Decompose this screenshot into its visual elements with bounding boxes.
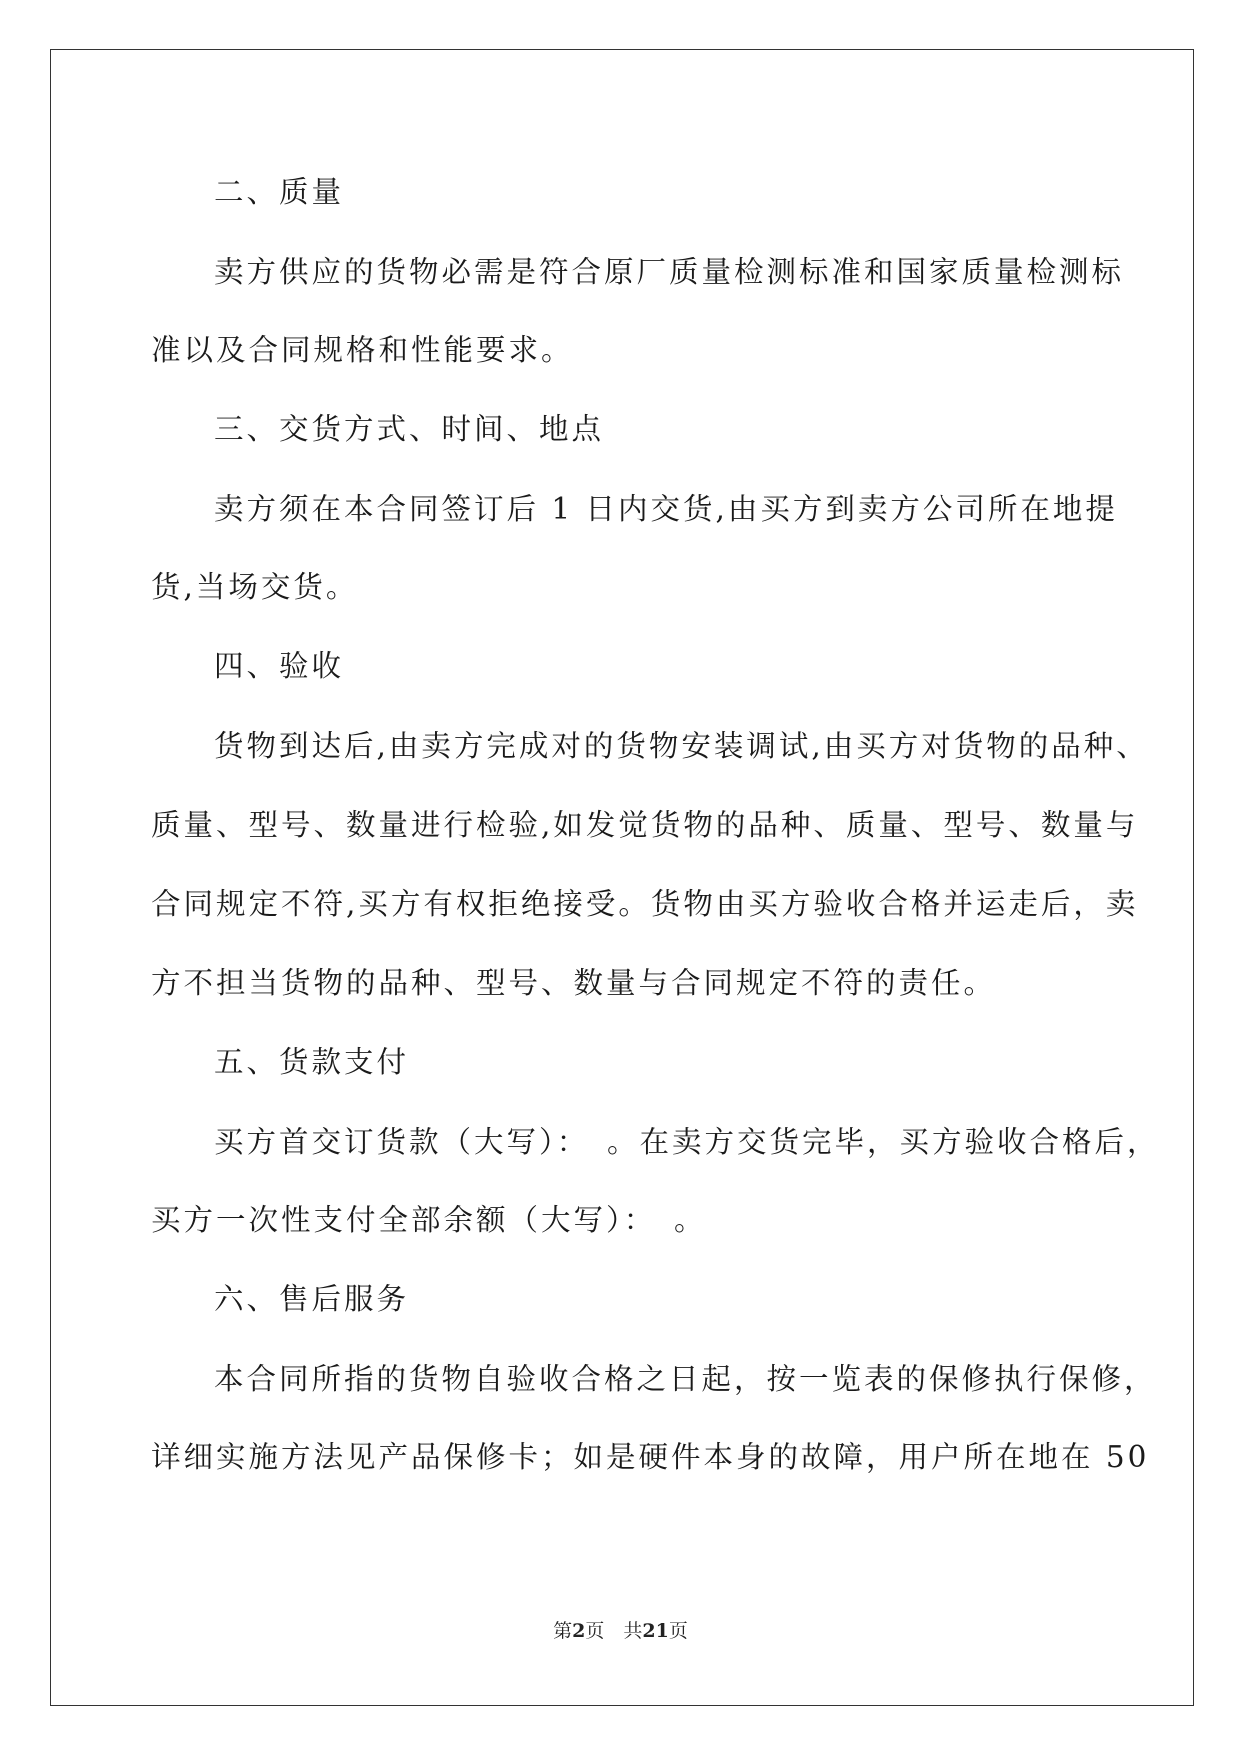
paragraph-line: 卖方须在本合同签订后 1 日内交货,由买方到卖方公司所在地提 — [214, 492, 1118, 526]
footer-mid: 页 共 — [585, 1620, 643, 1642]
footer-prefix: 第 — [553, 1620, 573, 1642]
paragraph-line: 质量、型号、数量进行检验,如发觉货物的品种、质量、型号、数量与 — [151, 808, 1139, 842]
footer-suffix: 页 — [668, 1620, 688, 1642]
paragraph-line: 方不担当货物的品种、型号、数量与合同规定不符的责任。 — [151, 966, 997, 1000]
paragraph-line: 卖方供应的货物必需是符合原厂质量检测标准和国家质量检测标 — [214, 255, 1125, 289]
heading-payment: 五、货款支付 — [214, 1045, 410, 1079]
heading-after-sales: 六、售后服务 — [214, 1282, 410, 1316]
paragraph-line: 买方一次性支付全部余额（大写）： 。 — [151, 1203, 707, 1237]
heading-quality: 二、质量 — [214, 175, 345, 209]
paragraph-line: 准以及合同规格和性能要求。 — [151, 333, 574, 367]
total-pages-number: 21 — [642, 1620, 669, 1642]
paragraph-line: 本合同所指的货物自验收合格之日起，按一览表的保修执行保修， — [214, 1362, 1157, 1396]
paragraph-line: 合同规定不符,买方有权拒绝接受。货物由买方验收合格并运走后，卖 — [151, 887, 1139, 921]
paragraph-line: 货,当场交货。 — [151, 570, 359, 604]
current-page-number: 2 — [572, 1620, 586, 1642]
paragraph-line: 货物到达后,由卖方完成对的货物安装调试,由买方对货物的品种、 — [214, 729, 1149, 763]
page-footer — [0, 1619, 1241, 1643]
paragraph-line: 详细实施方法见产品保修卡；如是硬件本身的故障，用户所在地在 50 — [151, 1440, 1150, 1474]
heading-acceptance: 四、验收 — [214, 649, 345, 683]
paragraph-line: 买方首交订货款（大写）： 。在卖方交货完毕，买方验收合格后， — [214, 1125, 1160, 1159]
heading-delivery: 三、交货方式、时间、地点 — [214, 412, 605, 446]
